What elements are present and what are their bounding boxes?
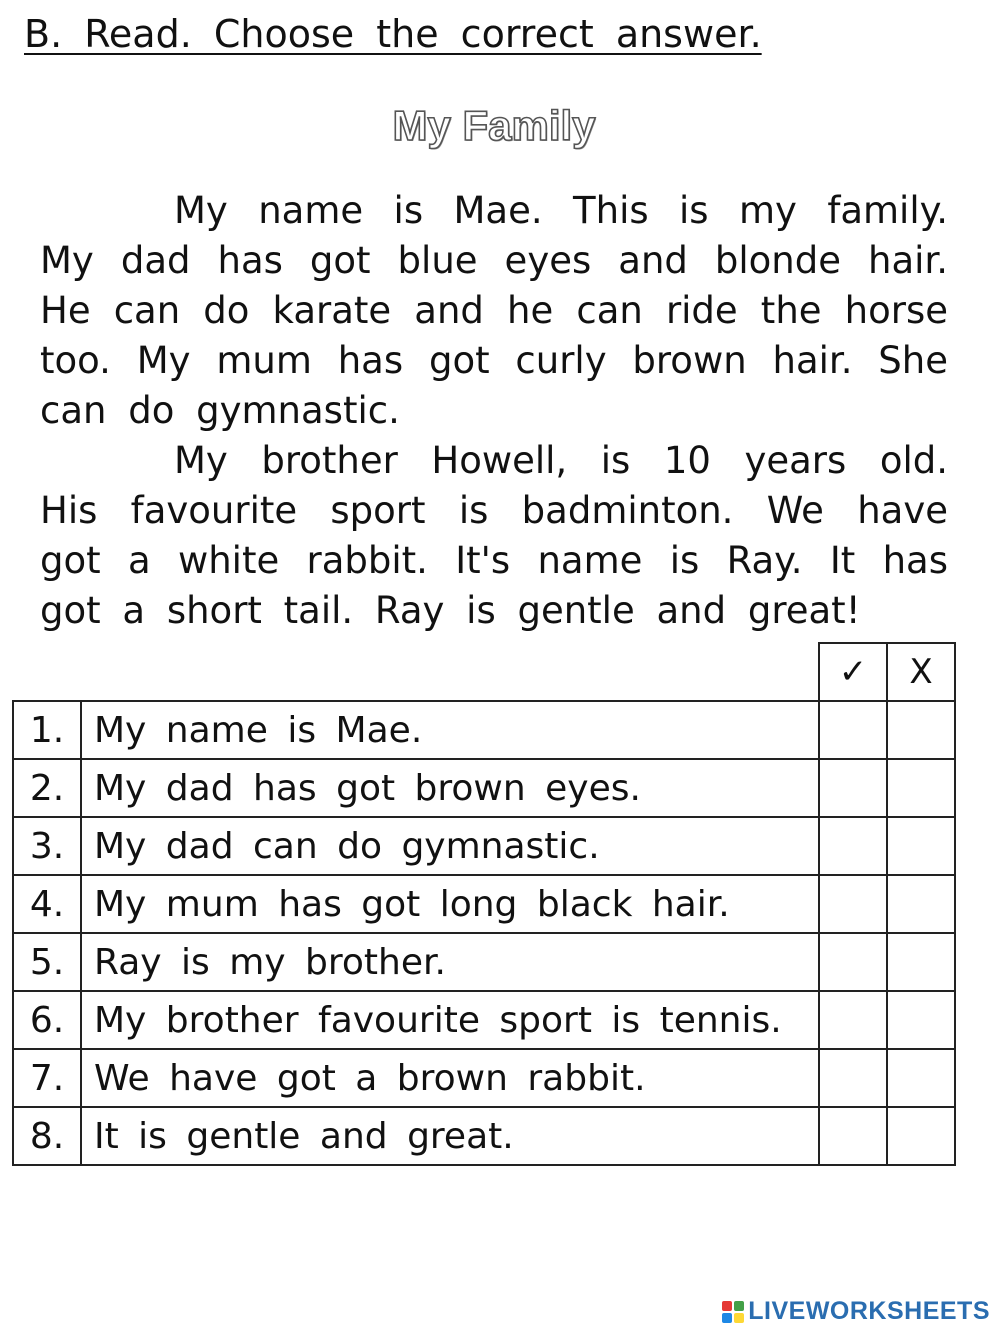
row-number: 2. xyxy=(13,759,81,817)
row-number: 4. xyxy=(13,875,81,933)
statement: Ray is my brother. xyxy=(81,933,819,991)
row-number: 3. xyxy=(13,817,81,875)
statement: We have got a brown rabbit. xyxy=(81,1049,819,1107)
true-answer-box[interactable] xyxy=(819,1107,887,1165)
row-number: 5. xyxy=(13,933,81,991)
table-header-row xyxy=(13,643,955,701)
false-answer-box[interactable] xyxy=(887,759,955,817)
passage-line: He can do karate and he can ride the horse xyxy=(40,289,948,332)
passage-line: can do gymnastic. xyxy=(40,389,400,432)
reading-passage xyxy=(40,186,948,636)
statement: It is gentle and great. xyxy=(81,1107,819,1165)
false-answer-box[interactable] xyxy=(887,1049,955,1107)
story-title: My Family xyxy=(392,102,596,149)
passage-line: got a white rabbit. It's name is Ray. It has xyxy=(40,539,948,582)
row-number: 8. xyxy=(13,1107,81,1165)
table-row xyxy=(13,759,955,817)
logo-icon xyxy=(722,1301,744,1323)
true-false-table xyxy=(12,642,956,1166)
row-number: 7. xyxy=(13,1049,81,1107)
false-answer-box[interactable] xyxy=(887,933,955,991)
false-answer-box[interactable] xyxy=(887,701,955,759)
statement: My name is Mae. xyxy=(81,701,819,759)
passage-line: My name is Mae. This is my family. xyxy=(174,189,948,232)
table-row xyxy=(13,817,955,875)
true-answer-box[interactable] xyxy=(819,701,887,759)
passage-line: My dad has got blue eyes and blonde hair. xyxy=(40,239,948,282)
table-row xyxy=(13,875,955,933)
row-number: 6. xyxy=(13,991,81,1049)
table-row xyxy=(13,701,955,759)
passage-line: His favourite sport is badminton. We have xyxy=(40,489,948,532)
true-answer-box[interactable] xyxy=(819,875,887,933)
instruction-heading: B. Read. Choose the correct answer. xyxy=(24,12,762,56)
passage-line: My brother Howell, is 10 years old. xyxy=(174,439,948,482)
passage-line: too. My mum has got curly brown hair. She xyxy=(40,339,948,382)
true-answer-box[interactable] xyxy=(819,933,887,991)
passage-line: got a short tail. Ray is gentle and great! xyxy=(40,589,861,632)
statement: My brother favourite sport is tennis. xyxy=(81,991,819,1049)
table-row xyxy=(13,1107,955,1165)
table-row xyxy=(13,1049,955,1107)
logo-text: LIVEWORKSHEETS xyxy=(748,1297,990,1325)
true-answer-box[interactable] xyxy=(819,817,887,875)
statement: My mum has got long black hair. xyxy=(81,875,819,933)
statement: My dad can do gymnastic. xyxy=(81,817,819,875)
false-answer-box[interactable] xyxy=(887,991,955,1049)
row-number: 1. xyxy=(13,701,81,759)
true-answer-box[interactable] xyxy=(819,759,887,817)
table-row xyxy=(13,933,955,991)
statement: My dad has got brown eyes. xyxy=(81,759,819,817)
false-column-header: X xyxy=(887,643,955,701)
liveworksheets-logo xyxy=(722,1297,990,1326)
true-answer-box[interactable] xyxy=(819,1049,887,1107)
false-answer-box[interactable] xyxy=(887,817,955,875)
true-column-header: ✓ xyxy=(819,643,887,701)
true-answer-box[interactable] xyxy=(819,991,887,1049)
table-row xyxy=(13,991,955,1049)
false-answer-box[interactable] xyxy=(887,875,955,933)
false-answer-box[interactable] xyxy=(887,1107,955,1165)
